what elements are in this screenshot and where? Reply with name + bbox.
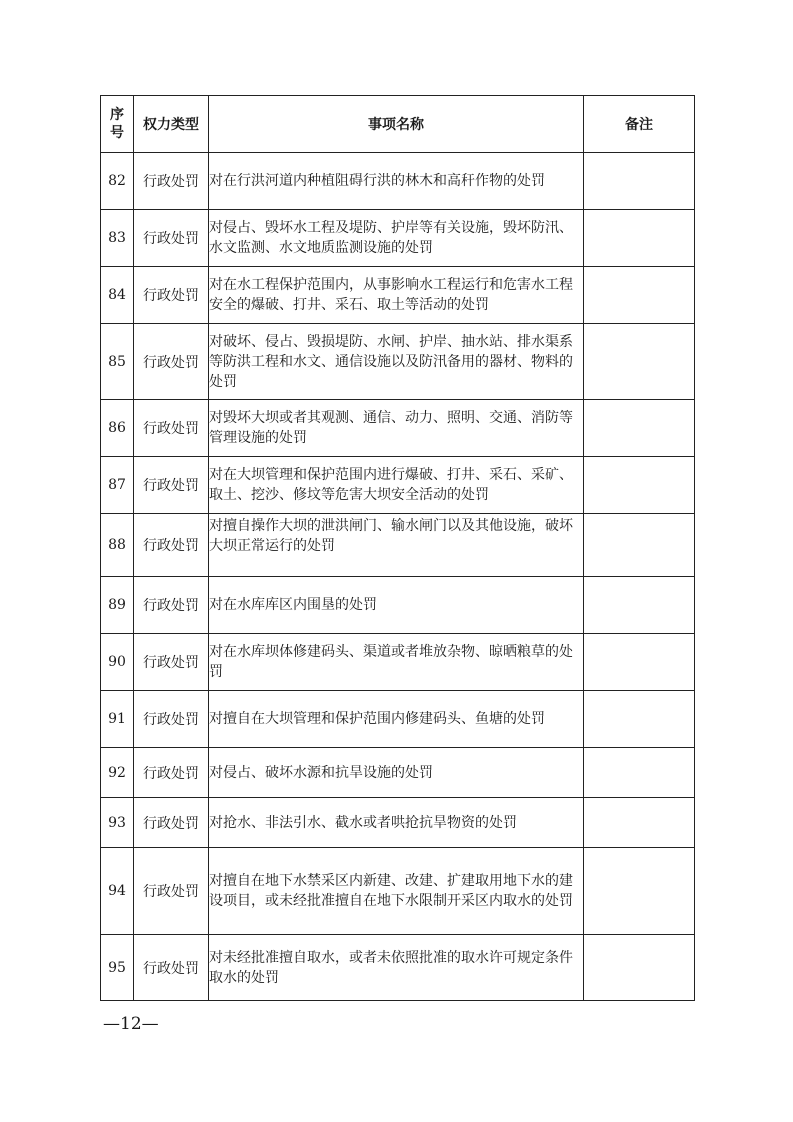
row-number: 89 [101, 577, 134, 634]
row-number: 90 [101, 634, 134, 691]
table-row [101, 400, 695, 457]
row-power-type: 行政处罚 [134, 153, 209, 210]
row-number: 87 [101, 457, 134, 514]
table-row [101, 634, 695, 691]
row-power-type: 行政处罚 [134, 210, 209, 267]
row-number: 84 [101, 267, 134, 324]
table-header-row [101, 96, 695, 153]
row-remarks [584, 691, 695, 748]
row-remarks [584, 634, 695, 691]
row-remarks [584, 514, 695, 577]
row-item-name: 对擅自操作大坝的泄洪闸门、输水闸门以及其他设施，破坏大坝正常运行的处罚 [209, 514, 584, 577]
table-row [101, 691, 695, 748]
row-item-name: 对侵占、毁坏水工程及堤防、护岸等有关设施，毁坏防汛、水文监测、水文地质监测设施的处罚 [209, 210, 584, 267]
table-row [101, 577, 695, 634]
header-serial-number: 序 号 [101, 96, 134, 153]
row-power-type: 行政处罚 [134, 400, 209, 457]
header-power-type: 权力类型 [134, 96, 209, 153]
row-item-name: 对在水工程保护范围内，从事影响水工程运行和危害水工程安全的爆破、打井、采石、取土等活动的处罚 [209, 267, 584, 324]
row-number: 83 [101, 210, 134, 267]
table-row [101, 267, 695, 324]
row-number: 88 [101, 514, 134, 577]
row-power-type: 行政处罚 [134, 748, 209, 798]
power-list-table [100, 95, 695, 1001]
table-row [101, 848, 695, 935]
row-remarks [584, 748, 695, 798]
row-item-name: 对擅自在地下水禁采区内新建、改建、扩建取用地下水的建设项目，或未经批准擅自在地下水限制开采区内取水的处罚 [209, 848, 584, 935]
table-row [101, 153, 695, 210]
row-remarks [584, 153, 695, 210]
table-row [101, 457, 695, 514]
row-item-name: 对破坏、侵占、毁损堤防、水闸、护岸、抽水站、排水渠系等防洪工程和水文、通信设施以及防汛备用的器材、物料的处罚 [209, 324, 584, 400]
row-number: 92 [101, 748, 134, 798]
table-row [101, 748, 695, 798]
row-remarks [584, 267, 695, 324]
row-remarks [584, 848, 695, 935]
row-remarks [584, 324, 695, 400]
header-item-name: 事项名称 [209, 96, 584, 153]
table-row [101, 324, 695, 400]
row-item-name: 对在水库库区内围垦的处罚 [209, 577, 584, 634]
row-number: 85 [101, 324, 134, 400]
row-power-type: 行政处罚 [134, 691, 209, 748]
row-power-type: 行政处罚 [134, 935, 209, 1001]
row-number: 86 [101, 400, 134, 457]
table-row [101, 798, 695, 848]
row-remarks [584, 577, 695, 634]
row-item-name: 对在行洪河道内种植阻碍行洪的林木和高秆作物的处罚 [209, 153, 584, 210]
table-row [101, 514, 695, 577]
row-item-name: 对抢水、非法引水、截水或者哄抢抗旱物资的处罚 [209, 798, 584, 848]
row-power-type: 行政处罚 [134, 457, 209, 514]
row-item-name: 对毁坏大坝或者其观测、通信、动力、照明、交通、消防等管理设施的处罚 [209, 400, 584, 457]
row-remarks [584, 400, 695, 457]
row-power-type: 行政处罚 [134, 798, 209, 848]
row-power-type: 行政处罚 [134, 514, 209, 577]
row-power-type: 行政处罚 [134, 634, 209, 691]
row-item-name: 对擅自在大坝管理和保护范围内修建码头、鱼塘的处罚 [209, 691, 584, 748]
header-remarks: 备注 [584, 96, 695, 153]
row-remarks [584, 210, 695, 267]
row-remarks [584, 457, 695, 514]
row-item-name: 对侵占、破坏水源和抗旱设施的处罚 [209, 748, 584, 798]
row-number: 94 [101, 848, 134, 935]
row-item-name: 对未经批准擅自取水，或者未依照批准的取水许可规定条件取水的处罚 [209, 935, 584, 1001]
row-power-type: 行政处罚 [134, 324, 209, 400]
row-number: 95 [101, 935, 134, 1001]
row-item-name: 对在大坝管理和保护范围内进行爆破、打井、采石、采矿、取土、挖沙、修坟等危害大坝安全活动的处罚 [209, 457, 584, 514]
row-number: 91 [101, 691, 134, 748]
row-number: 93 [101, 798, 134, 848]
row-remarks [584, 798, 695, 848]
row-power-type: 行政处罚 [134, 267, 209, 324]
row-number: 82 [101, 153, 134, 210]
row-item-name: 对在水库坝体修建码头、渠道或者堆放杂物、晾晒粮草的处罚 [209, 634, 584, 691]
table-row [101, 210, 695, 267]
page-number: —12— [103, 1014, 159, 1034]
row-power-type: 行政处罚 [134, 848, 209, 935]
row-remarks [584, 935, 695, 1001]
row-power-type: 行政处罚 [134, 577, 209, 634]
table-row [101, 935, 695, 1001]
